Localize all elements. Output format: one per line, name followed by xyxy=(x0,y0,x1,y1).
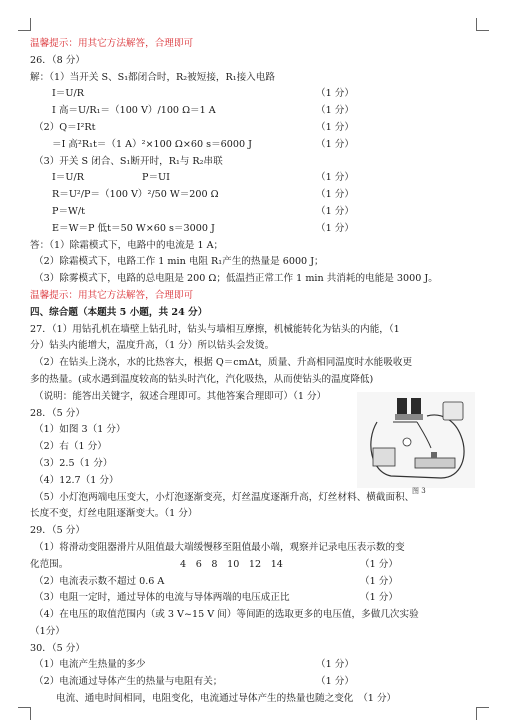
crop-mark-top-left xyxy=(18,18,31,31)
q27-line: 27．（1）用钻孔机在墙壁上钻孔时，钻头与墙相互摩擦，机械能转化为钻头的内能，（1 xyxy=(30,323,400,335)
q26-answer: 答：（1）除霜模式下，电路中的电流是 1 A； xyxy=(30,239,224,251)
q28-line: （1）如图 3（1 分） xyxy=(34,424,126,436)
switch-icon xyxy=(443,402,463,420)
q29-line: （4）在电压的取值范围内（或 3 V~15 V 间）等间距的选取更多的电压值，多做几次实验 xyxy=(34,609,419,621)
q29-line: 化范围。 4 6 8 10 12 14 （1 分） xyxy=(30,558,398,570)
q26-heading: 26．（8 分） xyxy=(30,54,85,66)
q28-line: （4）12.7（1 分） xyxy=(34,474,119,486)
lamp-icon xyxy=(403,438,411,446)
battery-icon xyxy=(397,398,407,416)
q27-line: （说明：能答出关键字，叙述合理即可。其他答案合理即可）（1 分） xyxy=(34,390,327,402)
q30-heading: 30．（5 分） xyxy=(30,642,85,654)
q27-line: 分）钻头内能增大，温度升高，（1 分）所以钻头会发烫。 xyxy=(30,340,275,352)
q26-line: I＝U/R P＝UI （1 分） xyxy=(52,172,354,184)
q26-line: P＝W/t （1 分） xyxy=(52,205,354,217)
q26-line: （2）Q＝I²Rt （1 分） xyxy=(34,121,354,133)
q29-line: （1）将滑动变阻器滑片从阻值最大端缓慢移至阻值最小端，观察并记录电压表示数的变 xyxy=(34,541,405,553)
q29-line: （2）电流表示数不超过 0.6 A （1 分） xyxy=(34,575,398,587)
battery-holder xyxy=(395,414,423,420)
tip-text: 温馨提示：用其它方法解答，合理即可 xyxy=(30,38,194,49)
q28-line: （5）小灯泡两端电压变大，小灯泡逐渐变亮，灯丝温度逐渐升高，灯丝材料、横截面积、 xyxy=(34,491,415,503)
q28-line: 长度不变，灯丝电阻逐渐变大。（1 分） xyxy=(30,508,198,520)
q26-line: （3）开关 S 闭合、S₁断开时，R₁与 R₂串联 xyxy=(34,155,223,167)
q27-line: （2）在钻头上浇水，水的比热容大，根据 Q＝cmΔt，质量、升高相同温度时水能吸收更 xyxy=(34,357,413,369)
q26-line: 解：（1）当开关 S、S₁都闭合时，R₂被短接，R₁接入电路 xyxy=(30,71,275,83)
q29-line: （3）电阻一定时，通过导体的电流与导体两端的电压成正比 （1 分） xyxy=(34,592,398,604)
circuit-diagram-figure xyxy=(357,392,475,488)
q28-heading: 28．（5 分） xyxy=(30,407,85,419)
rheostat-icon xyxy=(415,458,455,468)
q26-answer: （3）除雾模式下，电路的总电阻是 200 Ω；低温挡正常工作 1 min 共消耗的电能是 3000 J。 xyxy=(34,273,438,285)
q26-line: ＝I 高²R₁t＝（1 A）²×100 Ω×60 s＝6000 J （1 分） xyxy=(52,138,354,150)
q26-line: I 高＝U/R₁＝（100 V）/100 Ω＝1 A （1 分） xyxy=(52,105,354,117)
q30-line: （1）电流产生热量的多少 （1 分） xyxy=(34,659,354,671)
voltmeter-icon xyxy=(373,448,395,466)
crop-mark-top-right xyxy=(476,18,489,31)
q29-line: （1分） xyxy=(30,625,65,637)
answer-page xyxy=(30,36,478,708)
figure-caption: 图 3 xyxy=(412,487,426,495)
crop-mark-bottom-right xyxy=(476,707,489,720)
q28-line: （3）2.5（1 分） xyxy=(34,457,113,469)
tip-text: 温馨提示：用其它方法解答，合理即可 xyxy=(30,289,194,301)
section-heading: 四、综合题（本题共 5 小题，共 24 分） xyxy=(30,306,208,318)
q30-line: 电流、通电时间相同，电阻变化，电流通过导体产生的热量也随之变化 （1 分） xyxy=(56,693,397,705)
q26-line: I＝U/R （1 分） xyxy=(52,88,354,100)
q29-heading: 29．（5 分） xyxy=(30,525,85,537)
q26-line: R＝U²/P＝（100 V）²/50 W＝200 Ω （1 分） xyxy=(52,189,354,201)
q28-line: （2）右（1 分） xyxy=(34,441,107,453)
q26-line: E＝W＝P 低t＝50 W×60 s＝3000 J （1 分） xyxy=(52,222,354,234)
battery-icon xyxy=(411,398,421,416)
q26-answer: （2）除霜模式下，电路工作 1 min 电阻 R₁产生的热量是 6000 J； xyxy=(34,256,324,268)
q30-line: （2）电流通过导体产生的热量与电阻有关； （1 分） xyxy=(34,676,354,688)
q27-line: 多的热量。(或水遇到温度较高的钻头时汽化，汽化吸热，从而使钻头的温度降低) xyxy=(30,373,374,385)
crop-mark-bottom-left xyxy=(18,707,31,720)
slider-icon xyxy=(431,452,437,458)
